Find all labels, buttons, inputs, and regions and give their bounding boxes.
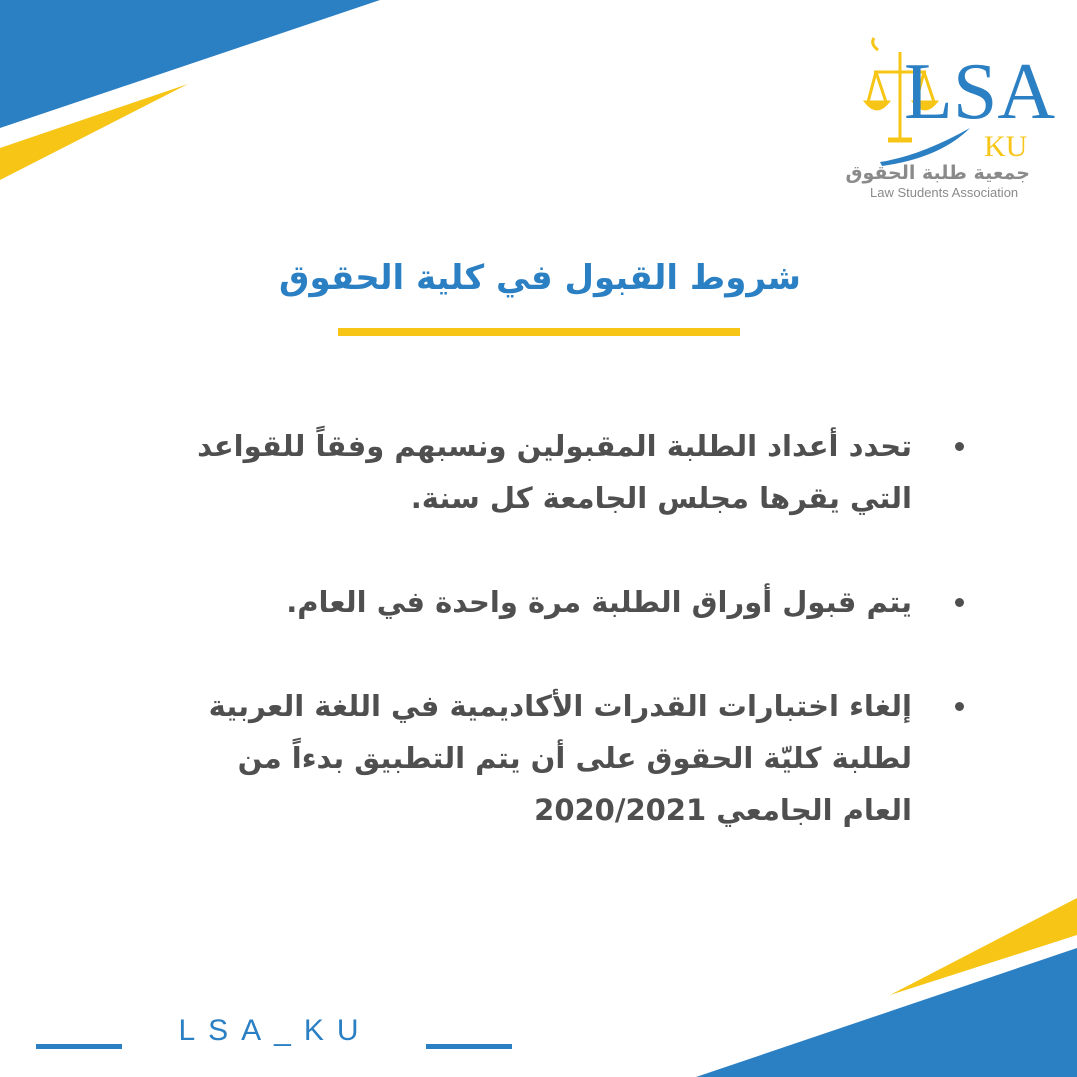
title-underline (338, 328, 740, 336)
bottom-right-blue-shape (696, 948, 1077, 1077)
list-item-text: يتم قبول أوراق الطلبة مرة واحدة في العام. (286, 585, 912, 619)
logo-mark-text: LSA (904, 48, 1056, 136)
bullet-dot-icon (955, 598, 964, 607)
footer-handle: LSA_KU (178, 1014, 372, 1047)
list-item-text: تحدد أعداد الطلبة المقبولين ونسبهم وفقاً للقواعد التي يقرها مجلس الجامعة كل سنة. (197, 429, 912, 515)
logo-english-name: Law Students Association (870, 185, 1019, 200)
bullet-dot-icon (955, 702, 964, 711)
page-title: شروط القبول في كلية الحقوق (279, 258, 801, 298)
list-item (150, 576, 970, 628)
logo-suffix-text: KU (984, 130, 1028, 163)
bullet-dot-icon (955, 442, 964, 451)
list-item (150, 420, 970, 524)
logo-arabic-name: جمعية طلبة الحقوق (845, 162, 1030, 184)
lsa-ku-logo (845, 30, 1060, 205)
list-item (150, 680, 970, 836)
top-left-blue-shape (0, 0, 380, 128)
footer-line-left (36, 1044, 122, 1049)
footer-line-right (426, 1044, 512, 1049)
conditions-list (150, 420, 970, 836)
list-item-text: إلغاء اختبارات القدرات الأكاديمية في اللغة العربية لطلبة كليّة الحقوق على أن يتم التطبيق بدءاً من العام الجامعي 2020/2021 (208, 689, 912, 827)
